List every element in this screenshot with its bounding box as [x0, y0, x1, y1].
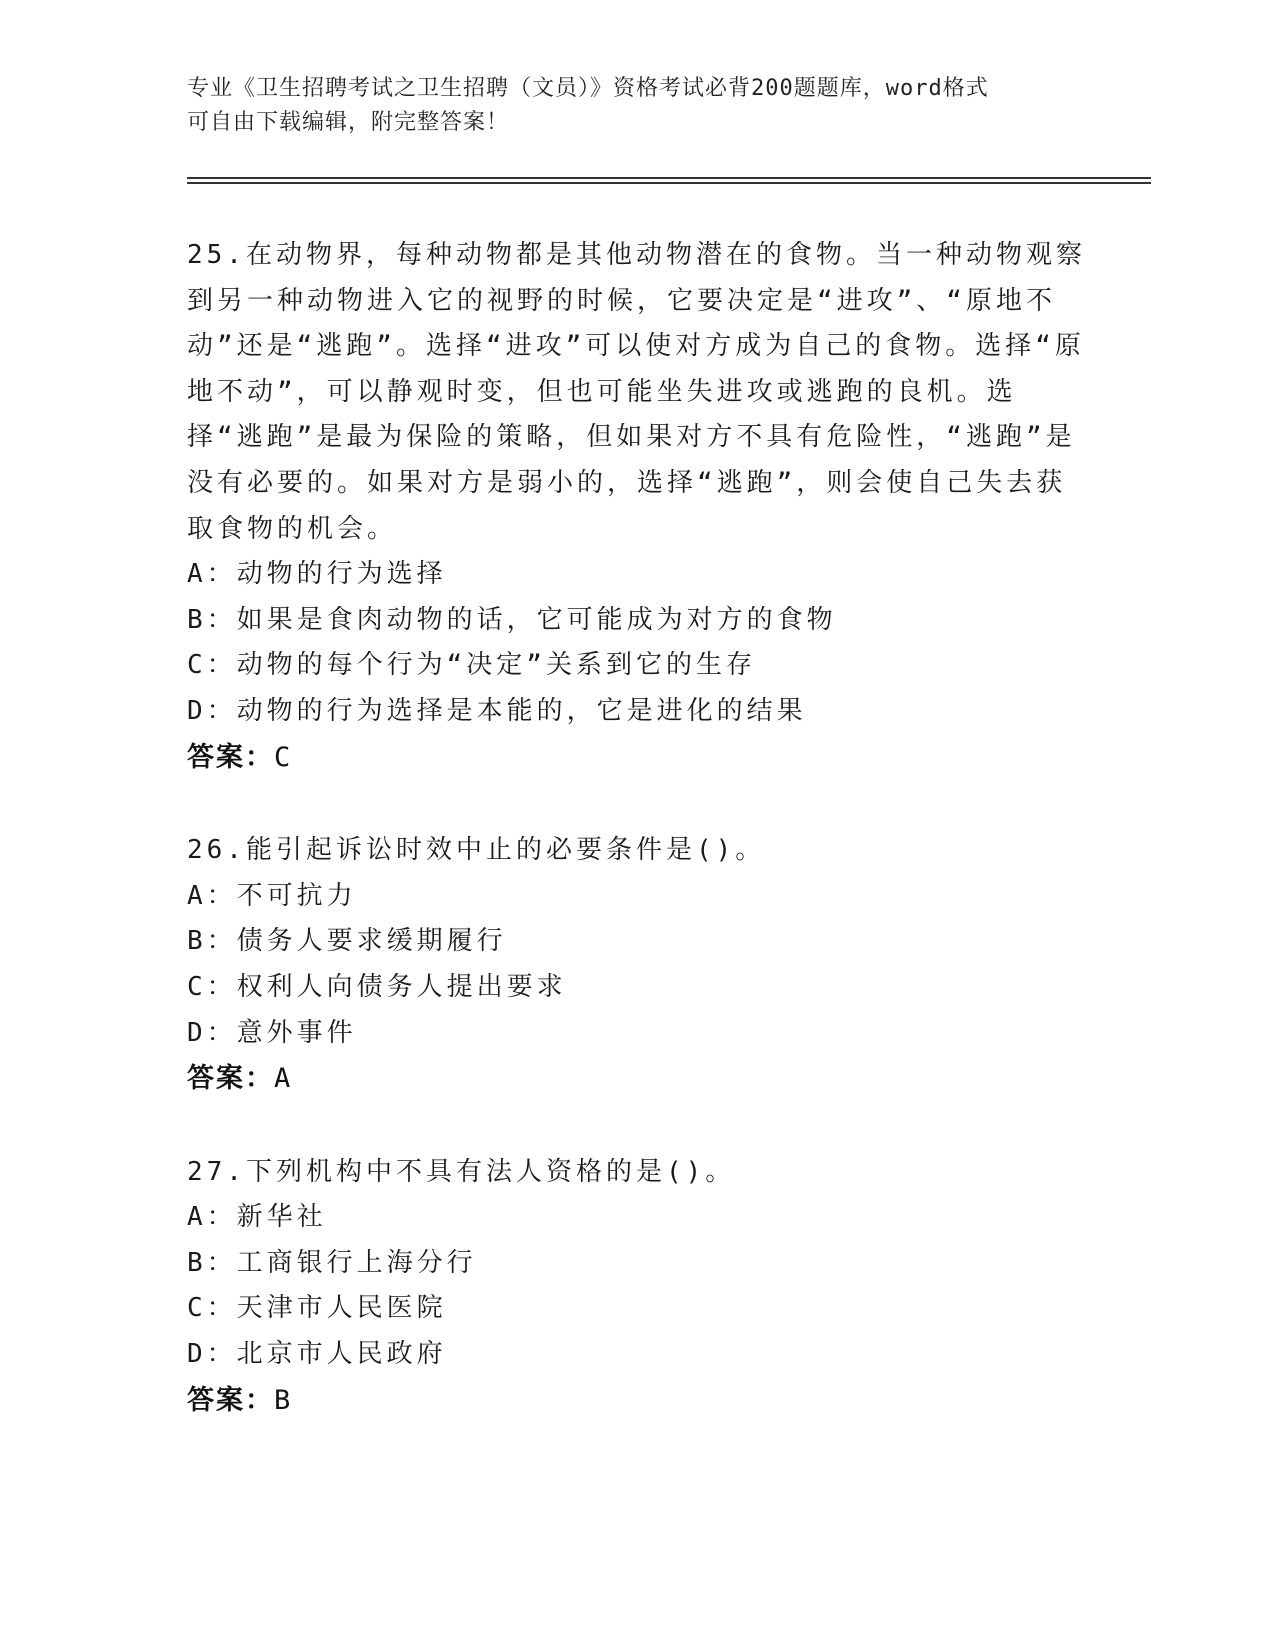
option-a: A：不可抗力 [187, 880, 357, 911]
answer-value: B [274, 1384, 293, 1416]
option-d: D：北京市人民政府 [187, 1339, 447, 1370]
option-d: D：意外事件 [187, 1017, 357, 1048]
option-b: B：工商银行上海分行 [187, 1247, 477, 1278]
answer-value: A [274, 1063, 293, 1095]
answer-line [187, 1056, 1087, 1102]
option-b: B：如果是食肉动物的话，它可能成为对方的食物 [187, 604, 837, 635]
answer-label: 答案： [187, 1063, 274, 1095]
header-divider-top [187, 177, 1151, 179]
answer-value: C [274, 741, 293, 773]
option-c: C：权利人向债务人提出要求 [187, 971, 567, 1002]
question-text: 25.在动物界，每种动物都是其他动物潜在的食物。当一种动物观察到另一种动物进入它的视野的时候，它要决定是“进攻”、“原地不动”还是“逃跑”。选择“进攻”可以使对方成为自己的食物。选择“原地不动”，可以静观时变，但也可能坐失进攻或逃跑的良机。选择“逃跑”是最为保险的策略，但如果对方不具有危险性，“逃跑”是没有必要的。如果对方是弱小的，选择“逃跑”，则会使自己失去获取食物的机会。 [187, 240, 1086, 544]
header-line-1: 专业《卫生招聘考试之卫生招聘（文员）》资格考试必背200题题库，word格式 [187, 76, 989, 101]
header-line-2: 可自由下载编辑，附完整答案！ [187, 110, 510, 135]
header-divider-bottom [187, 182, 1151, 184]
answer-label: 答案： [187, 1384, 274, 1416]
option-b: B：债务人要求缓期履行 [187, 926, 507, 957]
answer-label: 答案： [187, 741, 274, 773]
question-27 [187, 1150, 1087, 1424]
question-text: 27.下列机构中不具有法人资格的是()。 [187, 1156, 736, 1187]
question-text: 26.能引起诉讼时效中止的必要条件是()。 [187, 835, 766, 866]
option-a: A：新华社 [187, 1202, 327, 1233]
option-c: C：天津市人民医院 [187, 1293, 447, 1324]
answer-line [187, 735, 1087, 781]
option-c: C：动物的每个行为“决定”关系到它的生存 [187, 650, 756, 681]
question-25 [187, 233, 1087, 780]
question-26 [187, 828, 1087, 1102]
option-d: D：动物的行为选择是本能的，它是进化的结果 [187, 695, 807, 726]
answer-line [187, 1378, 1087, 1424]
option-a: A：动物的行为选择 [187, 559, 447, 590]
document-header [187, 72, 1087, 140]
question-list [187, 233, 1087, 1423]
